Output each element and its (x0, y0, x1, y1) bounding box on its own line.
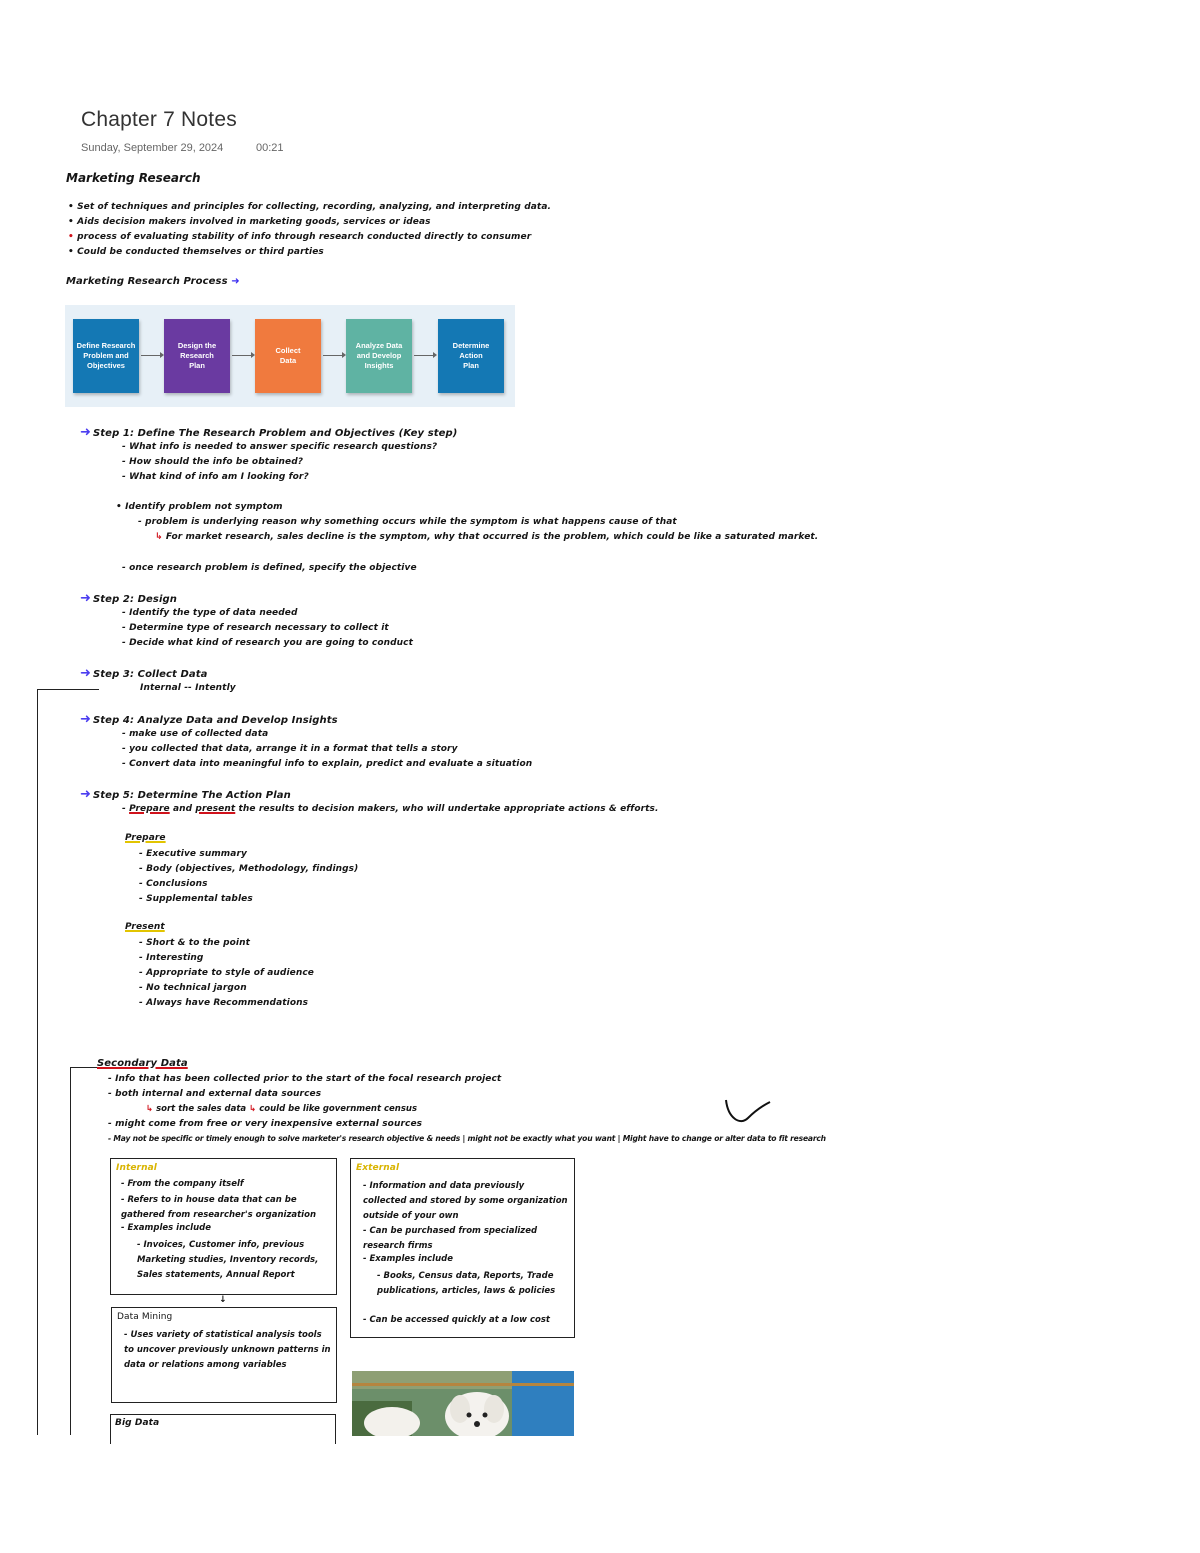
external-title: External (356, 1163, 400, 1173)
arrow-icon: ➜ (231, 276, 240, 287)
step1-heading: ➜ Step 1: Define The Research Problem and Objectives (Key step) (80, 425, 458, 440)
arrow-icon: ➜ (80, 666, 91, 681)
arrow-icon: ➜ (80, 712, 91, 727)
arrow-icon: ➜ (80, 425, 91, 440)
step1-item-1: - What info is needed to answer specific research questions? (122, 442, 438, 452)
arrow-icon: ➜ (80, 591, 91, 606)
process-heading: Marketing Research Process ➜ (66, 276, 240, 287)
process-diagram (65, 305, 515, 407)
secondary-item-1: - Info that has been collected prior to the start of the focal research project (108, 1074, 502, 1084)
process-step-collect: Collect Data (255, 319, 321, 393)
step3-heading: ➜ Step 3: Collect Data (80, 666, 208, 681)
intro-bullet-2: • Aids decision makers involved in marketing goods, services or ideas (68, 217, 431, 227)
process-step-analyze: Analyze Data and Develop Insights (346, 319, 412, 393)
arrow-icon: ➜ (80, 787, 91, 802)
data-mining-box (111, 1307, 337, 1403)
secondary-item-3: - might come from free or very inexpensive external sources (108, 1119, 423, 1129)
data-mining-text: - Uses variety of statistical analysis tools to uncover previously unknown patterns in data or relations among variables (124, 1330, 331, 1370)
external-box (350, 1158, 575, 1338)
prepare-heading: Prepare (125, 833, 166, 843)
return-arrow-icon: ↳ (249, 1104, 257, 1114)
internal-examples: - Invoices, Customer info, previous Marketing studies, Inventory records, Sales statements, Annual Report (137, 1240, 319, 1280)
external-item-last: - Can be accessed quickly at a low cost (363, 1315, 550, 1325)
internal-item-3: - Examples include (121, 1223, 211, 1233)
present-item-5: - Always have Recommendations (139, 998, 309, 1008)
dog-photo (352, 1371, 574, 1436)
connector-line (70, 1067, 71, 1435)
prepare-item-3: - Conclusions (139, 879, 208, 889)
intro-bullet-4: • Could be conducted themselves or third parties (68, 247, 324, 257)
present-item-1: - Short & to the point (139, 938, 250, 948)
page-title: Chapter 7 Notes (81, 108, 237, 131)
step3-sub: Internal -- Intently (140, 683, 236, 693)
step2-item-1: - Identify the type of data needed (122, 608, 298, 618)
internal-title: Internal (116, 1163, 157, 1173)
step1-once: - once research problem is defined, specify the objective (122, 563, 417, 573)
return-arrow-icon: ↳ (146, 1104, 154, 1114)
down-arrow-icon: ↓ (219, 1295, 227, 1305)
external-examples: - Books, Census data, Reports, Trade publications, articles, laws & policies (377, 1271, 556, 1296)
internal-item-2: - Refers to in house data that can be gathered from researcher's organization (121, 1195, 316, 1220)
big-data-title: Big Data (115, 1418, 160, 1428)
secondary-item-4: - May not be specific or timely enough to solve marketer's research objective & needs | might not be exactly what you want | Might have to change or alter data to fit research (108, 1134, 826, 1143)
process-arrow-icon (141, 355, 162, 356)
external-item-1: - Information and data previously collected and stored by some organization outside of your own (363, 1181, 568, 1221)
process-arrow-icon (232, 355, 253, 356)
step5-heading: ➜ Step 5: Determine The Action Plan (80, 787, 291, 802)
prepare-item-1: - Executive summary (139, 849, 247, 859)
internal-box (110, 1158, 337, 1295)
step1-item-2: - How should the info be obtained? (122, 457, 304, 467)
page-time: 00:21 (256, 142, 284, 154)
step4-item-1: - make use of collected data (122, 729, 269, 739)
intro-bullet-3: • process of evaluating stability of info through research conducted directly to consumer (68, 232, 532, 242)
step4-heading: ➜ Step 4: Analyze Data and Develop Insights (80, 712, 338, 727)
process-step-determine: Determine Action Plan (438, 319, 504, 393)
step4-item-3: - Convert data into meaningful info to explain, predict and evaluate a situation (122, 759, 533, 769)
dog-image (352, 1371, 574, 1436)
check-mark-icon (722, 1096, 774, 1130)
return-arrow-icon: ↳ (155, 532, 163, 542)
step1-example: ↳ For market research, sales decline is the symptom, why that occurred is the problem, which could be like a saturated market. (155, 532, 819, 542)
step1-identify: • Identify problem not symptom (116, 502, 283, 512)
connector-line (37, 689, 99, 690)
intro-bullet-1: • Set of techniques and principles for collecting, recording, analyzing, and interpreting data. (68, 202, 552, 212)
process-arrow-icon (323, 355, 344, 356)
step4-item-2: - you collected that data, arrange it in a format that tells a story (122, 744, 458, 754)
connector-line (37, 689, 38, 1435)
internal-item-1: - From the company itself (121, 1179, 244, 1189)
step5-lead: - Prepare and present the results to decision makers, who will undertake appropriate actions & efforts. (122, 804, 659, 814)
secondary-heading: Secondary Data (97, 1058, 188, 1069)
big-data-box (110, 1414, 336, 1444)
process-step-define: Define Research Problem and Objectives (73, 319, 139, 393)
secondary-sub: ↳ sort the sales data ↳ could be like government census (146, 1104, 418, 1114)
connector-line (70, 1067, 98, 1068)
external-item-2: - Can be purchased from specialized research firms (363, 1226, 538, 1251)
process-arrow-icon (414, 355, 435, 356)
present-heading: Present (125, 922, 165, 932)
step2-item-3: - Decide what kind of research you are going to conduct (122, 638, 414, 648)
present-item-3: - Appropriate to style of audience (139, 968, 314, 978)
marketing-research-heading: Marketing Research (66, 171, 201, 185)
step1-problem: - problem is underlying reason why something occurs while the symptom is what happens cause of that (138, 517, 677, 527)
step1-item-3: - What kind of info am I looking for? (122, 472, 309, 482)
process-step-design: Design the Research Plan (164, 319, 230, 393)
step2-item-2: - Determine type of research necessary to collect it (122, 623, 389, 633)
prepare-item-2: - Body (objectives, Methodology, findings) (139, 864, 359, 874)
present-item-2: - Interesting (139, 953, 204, 963)
data-mining-title: Data Mining (117, 1312, 173, 1322)
secondary-item-2: - both internal and external data sources (108, 1089, 322, 1099)
step2-heading: ➜ Step 2: Design (80, 591, 177, 606)
page-date: Sunday, September 29, 2024 (81, 142, 224, 154)
external-item-3: - Examples include (363, 1254, 453, 1264)
present-item-4: - No technical jargon (139, 983, 247, 993)
prepare-item-4: - Supplemental tables (139, 894, 253, 904)
